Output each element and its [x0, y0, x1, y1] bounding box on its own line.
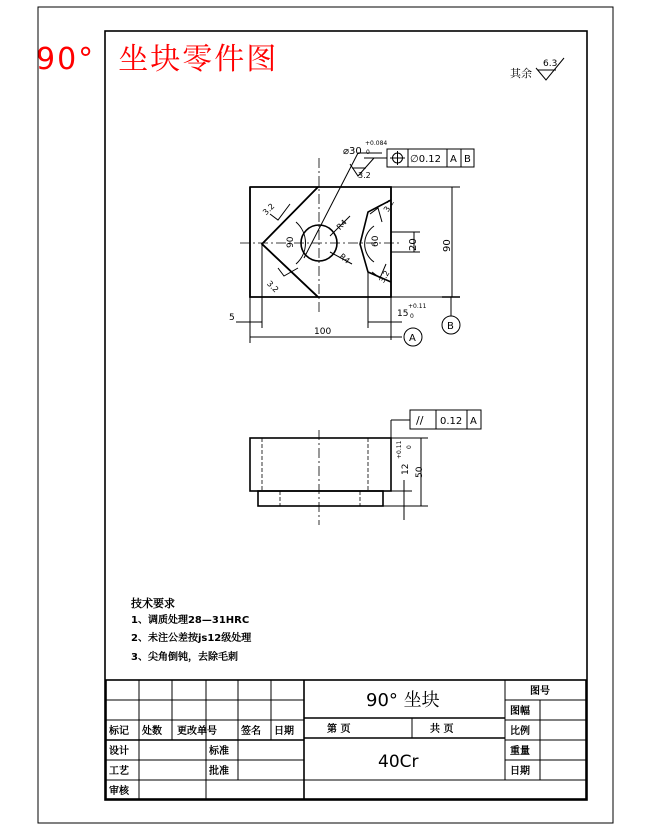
hole-tol-lower: 0	[366, 149, 370, 156]
fcf-position-datum2: B	[464, 154, 471, 165]
review-label: 审核	[109, 786, 129, 797]
technical-notes	[130, 596, 252, 663]
dim-12-tol-upper: +0.11	[396, 440, 403, 459]
dim-15: 15	[397, 309, 409, 319]
date-label-right: 日期	[510, 766, 530, 777]
roughness-left-lower	[265, 268, 298, 294]
side-outline-lower	[258, 491, 383, 506]
part-name: 90° 坐块	[366, 690, 440, 711]
fcf-parallel-tolerance: 0.12	[440, 416, 463, 427]
process-label: 工艺	[109, 766, 129, 777]
surface-finish-value: 6.3	[543, 59, 558, 69]
header-date: 日期	[274, 726, 294, 737]
angle-left-label: 90	[286, 236, 296, 248]
standard-label: 标准	[209, 746, 229, 757]
roughness-left-upper	[261, 202, 290, 220]
radius-upper-label: R4	[334, 217, 349, 232]
datum-a-label: A	[409, 333, 416, 344]
side-outline-upper	[250, 438, 391, 491]
material: 40Cr	[378, 752, 419, 772]
dim-12: 12	[401, 463, 411, 475]
dim-12-tol-lower: 0	[406, 445, 413, 449]
dim-15-tol-upper: +0.11	[408, 303, 427, 310]
total-pages-label: 共 页	[430, 724, 454, 735]
weight-label: 重量	[510, 746, 530, 757]
svg-text:3.2: 3.2	[261, 201, 277, 218]
front-outline-left	[250, 187, 318, 297]
position-fcf	[364, 149, 474, 167]
fcf-position-datum1: A	[450, 154, 457, 165]
svg-text:3.2: 3.2	[381, 198, 397, 214]
note-1: 1、调质处理28—31HRC	[131, 615, 250, 626]
hole-tol-upper: +0.084	[365, 140, 388, 147]
dim-5: 5	[229, 313, 235, 323]
note-3: 3、尖角倒钝，去除毛刺	[131, 652, 238, 663]
header-change-no: 更改单号	[177, 726, 217, 737]
drawing-no-label: 图号	[530, 686, 550, 697]
note-2: 2、未注公差按js12级处理	[131, 633, 252, 644]
dim-50: 50	[415, 466, 425, 478]
dim-100: 100	[314, 327, 332, 337]
notes-heading: 技术要求	[131, 597, 175, 610]
header-signature: 签名	[241, 726, 261, 737]
page-label: 第 页	[327, 724, 351, 735]
surface-finish-label: 其余	[510, 67, 532, 80]
dim-15-tol-lower: 0	[410, 313, 414, 320]
header-mark: 标记	[109, 726, 129, 737]
title-block	[106, 680, 586, 799]
datum-b-label: B	[447, 321, 454, 332]
fcf-position-tolerance: ∅0.12	[410, 154, 441, 165]
radius-lower-label: R4	[337, 251, 352, 266]
parallel-icon: //	[416, 414, 424, 427]
svg-text:3.2: 3.2	[377, 268, 392, 285]
svg-text:3.2: 3.2	[358, 171, 371, 180]
dim-90: 90	[442, 239, 453, 252]
front-view	[229, 140, 474, 346]
svg-text:3.2: 3.2	[264, 279, 281, 295]
dim-20: 20	[408, 238, 419, 251]
parallel-fcf	[391, 410, 481, 438]
sheet-size-label: 图幅	[510, 706, 530, 717]
roughness-right-upper	[370, 198, 396, 222]
approve-label: 批准	[209, 766, 229, 777]
hole-dim-leader	[304, 153, 358, 258]
page-title: 90° 坐块零件图	[36, 42, 279, 77]
side-view	[250, 410, 481, 525]
fcf-parallel-datum: A	[470, 416, 477, 427]
angle-right-label: 60	[371, 235, 381, 247]
hole-dim-label: ⌀30	[343, 146, 362, 157]
outer-border	[38, 7, 613, 823]
header-count: 处数	[142, 726, 162, 737]
scale-label: 比例	[510, 726, 530, 737]
design-label: 设计	[109, 746, 129, 757]
